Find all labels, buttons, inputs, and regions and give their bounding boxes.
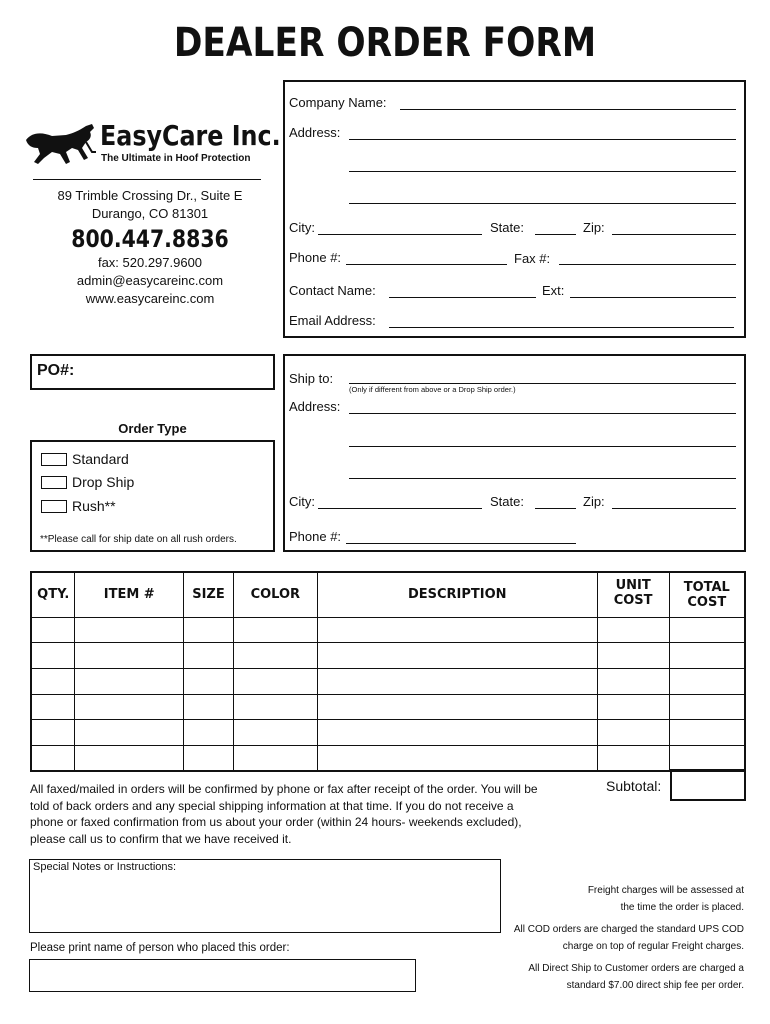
table-cell[interactable] [669,643,745,669]
customer-info-box [283,80,746,338]
unit-cost-header: UNIT COST [597,572,669,617]
table-row [31,745,745,771]
rush-note: **Please call for ship date on all rush orders. [40,534,237,545]
ship-state-field[interactable] [535,508,576,509]
total-cost-header-text: TOTAL COST [683,579,730,610]
table-cell[interactable] [184,617,234,643]
phone-label: Phone #: [289,250,342,265]
table-row [31,668,745,694]
city-label: City: [289,220,315,235]
ship-state-label: State: [490,494,524,509]
ship-address-field-line2[interactable] [349,446,736,447]
table-cell[interactable] [31,745,75,771]
table-cell[interactable] [597,643,669,669]
order-type-heading: Order Type [118,421,187,436]
city-field[interactable] [318,234,482,235]
table-cell[interactable] [31,720,75,746]
table-cell[interactable] [75,745,184,771]
ship-zip-label: Zip: [583,494,605,509]
total-cost-header [669,572,745,617]
logo-divider [33,179,261,180]
table-cell[interactable] [597,617,669,643]
ship-city-label: City: [289,494,315,509]
table-cell[interactable] [233,694,317,720]
table-cell[interactable] [75,617,184,643]
company-fax: fax: 520.297.9600 [97,255,203,270]
table-cell[interactable] [184,694,234,720]
table-cell[interactable] [233,643,317,669]
table-cell[interactable] [233,720,317,746]
standard-label: Standard [72,451,129,467]
ship-phone-field[interactable] [346,543,576,544]
fax-label: Fax #: [514,251,551,266]
company-email: admin@easycareinc.com [76,273,224,288]
items-table [30,571,746,772]
table-cell[interactable] [184,668,234,694]
state-label: State: [490,220,524,235]
table-cell[interactable] [669,745,745,771]
color-header: COLOR [233,572,317,617]
table-cell[interactable] [184,745,234,771]
address-field-line3[interactable] [349,203,736,204]
table-cell[interactable] [317,720,597,746]
table-cell[interactable] [31,668,75,694]
item-number-header: ITEM # [75,572,184,617]
table-cell[interactable] [669,694,745,720]
cod-policy: All COD orders are charged the standard UPS COD charge on top of regular Freight charges. [513,924,744,952]
table-cell[interactable] [233,617,317,643]
table-cell[interactable] [31,617,75,643]
print-name-field[interactable] [29,959,416,992]
ship-city-field[interactable] [318,508,482,509]
table-cell[interactable] [597,745,669,771]
print-name-label: Please print name of person who placed this order: [30,942,290,954]
phone-field[interactable] [346,264,507,265]
address-label: Address: [289,125,341,140]
table-cell[interactable] [31,694,75,720]
table-cell[interactable] [233,668,317,694]
freight-policy: Freight charges will be assessed at the time the order is placed. [587,885,744,913]
special-notes-label: Special Notes or Instructions: [33,861,177,873]
ship-to-field[interactable] [349,383,736,384]
company-address-line2: Durango, CO 81301 [91,206,209,221]
table-cell[interactable] [75,668,184,694]
ship-to-note: (Only if different from above or a Drop Ship order.) [349,385,516,394]
table-cell[interactable] [75,720,184,746]
table-cell[interactable] [597,694,669,720]
email-field[interactable] [389,327,734,328]
rush-checkbox[interactable] [41,500,67,513]
table-cell[interactable] [317,643,597,669]
table-cell[interactable] [669,668,745,694]
table-row [31,617,745,643]
fax-field[interactable] [559,264,736,265]
address-field-line1[interactable] [349,139,736,140]
table-cell[interactable] [184,720,234,746]
ship-phone-label: Phone #: [289,529,342,544]
table-cell[interactable] [233,745,317,771]
company-phone: 800.447.8836 [71,225,229,253]
table-cell[interactable] [669,617,745,643]
table-cell[interactable] [75,643,184,669]
company-name-label: Company Name: [289,95,387,110]
confirmation-note: All faxed/mailed in orders will be confirmed by phone or fax after receipt of the order. You will be told of back orders and any special shipping information at that time. If you do not receive a phone or faxed confirmation from us about your order (within 24 hours- weekends excluded), please call us to confirm that we have received it. [30,782,538,846]
table-row [31,643,745,669]
company-tagline: The Ultimate in Hoof Protection [101,153,251,164]
table-row [31,694,745,720]
table-cell[interactable] [317,668,597,694]
table-cell[interactable] [317,694,597,720]
table-cell[interactable] [669,720,745,746]
horse-logo-icon [22,118,102,170]
company-logo-name: EasyCare Inc. [100,119,281,152]
ext-field[interactable] [570,297,736,298]
ship-address-field-line1[interactable] [349,413,736,414]
drop-ship-label: Drop Ship [72,474,135,490]
page-title: DEALER ORDER FORM [173,20,597,66]
ship-address-field-line3[interactable] [349,478,736,479]
table-row [31,720,745,746]
size-header: SIZE [184,572,234,617]
ext-label: Ext: [542,283,565,298]
ship-zip-field[interactable] [612,508,736,509]
rush-label: Rush** [72,498,116,514]
address-field-line2[interactable] [349,171,736,172]
subtotal-label: Subtotal: [606,778,662,794]
drop-ship-checkbox[interactable] [41,476,67,489]
table-cell[interactable] [75,694,184,720]
ship-address-label: Address: [289,399,341,414]
table-cell[interactable] [597,720,669,746]
email-label: Email Address: [289,313,376,328]
table-cell[interactable] [317,617,597,643]
table-cell[interactable] [317,745,597,771]
direct-ship-policy: All Direct Ship to Customer orders are charged a standard $7.00 direct ship fee per order. [528,963,744,991]
standard-checkbox[interactable] [41,453,67,466]
contact-name-field[interactable] [389,297,536,298]
table-header-row [31,572,745,617]
ship-to-label: Ship to: [289,371,334,386]
company-website: www.easycareinc.com [85,291,215,306]
qty-header: QTY. [31,572,75,617]
contact-name-label: Contact Name: [289,283,376,298]
po-label: PO#: [37,362,75,379]
table-cell[interactable] [184,643,234,669]
zip-field[interactable] [612,234,736,235]
subtotal-field[interactable] [670,769,746,801]
company-address-line1: 89 Trimble Crossing Dr., Suite E [57,188,243,203]
table-cell[interactable] [31,643,75,669]
zip-label: Zip: [583,220,605,235]
table-cell[interactable] [597,668,669,694]
state-field[interactable] [535,234,576,235]
company-name-field[interactable] [400,109,736,110]
description-header: DESCRIPTION [317,572,597,617]
